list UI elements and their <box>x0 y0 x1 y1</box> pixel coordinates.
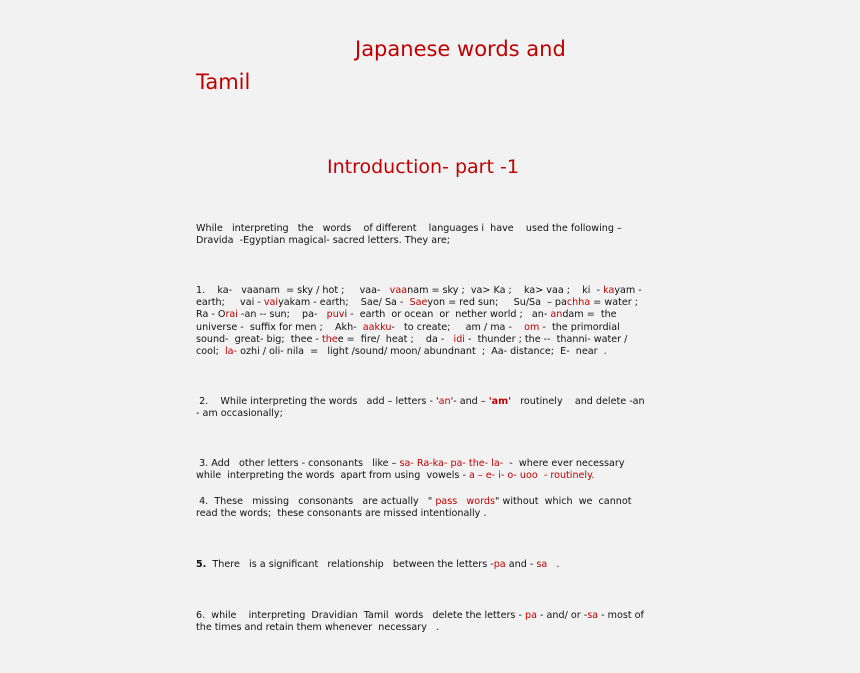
p1-text: universe - suffix for men ; Akh- <box>196 321 363 333</box>
p1-highlight: vaa <box>389 285 408 296</box>
p6-text: the times and retain them whenever necessary . <box>196 622 440 634</box>
p3-highlight: a – e- i- o- uoo - routinely. <box>468 470 595 482</box>
p1-highlight: om <box>524 321 540 333</box>
point-3 <box>196 458 676 482</box>
p1-highlight: idi <box>453 333 465 345</box>
title-line-2: Tamil <box>196 70 251 94</box>
p1-text: yon = red sun; Su/Sa – pa <box>427 297 567 309</box>
p1-text: sound- great- big; thee - <box>196 333 322 345</box>
p1-text: yakam - earth; Sae/ Sa - <box>278 297 410 309</box>
p5-highlight: sa <box>536 559 548 570</box>
p4-highlight: pass words <box>435 496 496 507</box>
p1-text: ozhi / oli- nila = light /sound/ moon/ abundnant ; Aa- distance; E- near . <box>237 346 607 358</box>
p3-text: 3. Add other letters - consonants like – <box>196 458 400 469</box>
p1-text: -an -- sun; pa- <box>237 309 327 321</box>
p1-highlight: vai <box>263 297 279 309</box>
p1-highlight: ka <box>603 285 615 296</box>
p1-highlight: la- <box>225 346 238 358</box>
point-6 <box>196 610 676 634</box>
p6-text: - and/ or - <box>536 610 588 621</box>
p6-highlight: sa <box>587 610 599 621</box>
point-2 <box>196 396 676 420</box>
p6-text: - most of <box>598 610 644 621</box>
p2-highlight: an <box>438 396 451 407</box>
p4-text: read the words; these consonants are missed intentionally . <box>196 508 487 520</box>
point-4 <box>196 496 676 520</box>
p1-text: - the primordial <box>539 321 620 333</box>
p1-text: e = fire/ heat ; da - <box>337 333 454 345</box>
p1-highlight: an <box>550 309 563 321</box>
title-line-1: Japanese words and <box>355 37 566 61</box>
p6-text: 6. while interpreting Dravidian Tamil words delete the letters - <box>196 610 525 621</box>
p4-text: 4. These missing consonants are actually " <box>196 496 436 507</box>
p1-text: nam = sky ; va> Ka ; ka> vaa ; ki - <box>407 285 604 296</box>
p1-highlight: rai <box>225 309 238 321</box>
p1-text: Ra - O <box>196 309 226 321</box>
p5-text: There is a significant relationship between the letters - <box>206 559 494 570</box>
p1-text: yam - <box>614 285 642 296</box>
p3-text: while interpreting the words apart from using vowels - <box>196 470 469 482</box>
p4-text: " without which we cannot <box>495 496 632 507</box>
p1-text: - thunder ; the -- thanni- water / <box>464 333 628 345</box>
p2-text: '- and – <box>450 396 489 407</box>
p1-text: i - earth or ocean or nether world ; an- <box>344 309 551 321</box>
p3-highlight: sa- Ra-ka- pa- the- la- <box>399 458 504 469</box>
p5-highlight: pa <box>493 559 506 570</box>
p1-text: earth; vai - <box>196 297 264 309</box>
p2-highlight: 'am' <box>488 396 512 407</box>
p2-text: 2. While interpreting the words add – letters - ' <box>196 396 439 407</box>
p3-text: - where ever necessary <box>503 458 625 469</box>
intro-paragraph <box>196 223 676 247</box>
p6-highlight: pa <box>524 610 537 621</box>
p5-number: 5. <box>196 559 207 570</box>
p1-text: dam = the <box>562 309 617 321</box>
p1-text: 1. ka- vaanam = sky / hot ; vaa- <box>196 285 390 296</box>
p5-text: . <box>547 559 560 570</box>
subtitle: Introduction- part -1 <box>327 156 519 178</box>
p1-highlight: the <box>321 333 338 345</box>
point-5 <box>196 559 676 571</box>
p2-text: - am occasionally; <box>196 408 283 420</box>
point-1 <box>196 285 676 358</box>
intro-line-1: While interpreting the words of different languages i have used the following – <box>196 223 622 234</box>
p1-highlight: puv <box>326 309 345 321</box>
p1-text: - to create; am / ma - <box>391 321 525 333</box>
p1-highlight: aakku <box>362 321 392 333</box>
p1-highlight: chha <box>566 297 591 309</box>
p1-text: cool; <box>196 346 226 358</box>
p1-highlight: Sae <box>409 297 428 309</box>
p2-text: routinely and delete -an <box>511 396 645 407</box>
p5-text: and - <box>505 559 537 570</box>
intro-line-2: Dravida -Egyptian magical- sacred letters. They are; <box>196 235 451 247</box>
p1-text: = water ; <box>590 297 638 309</box>
